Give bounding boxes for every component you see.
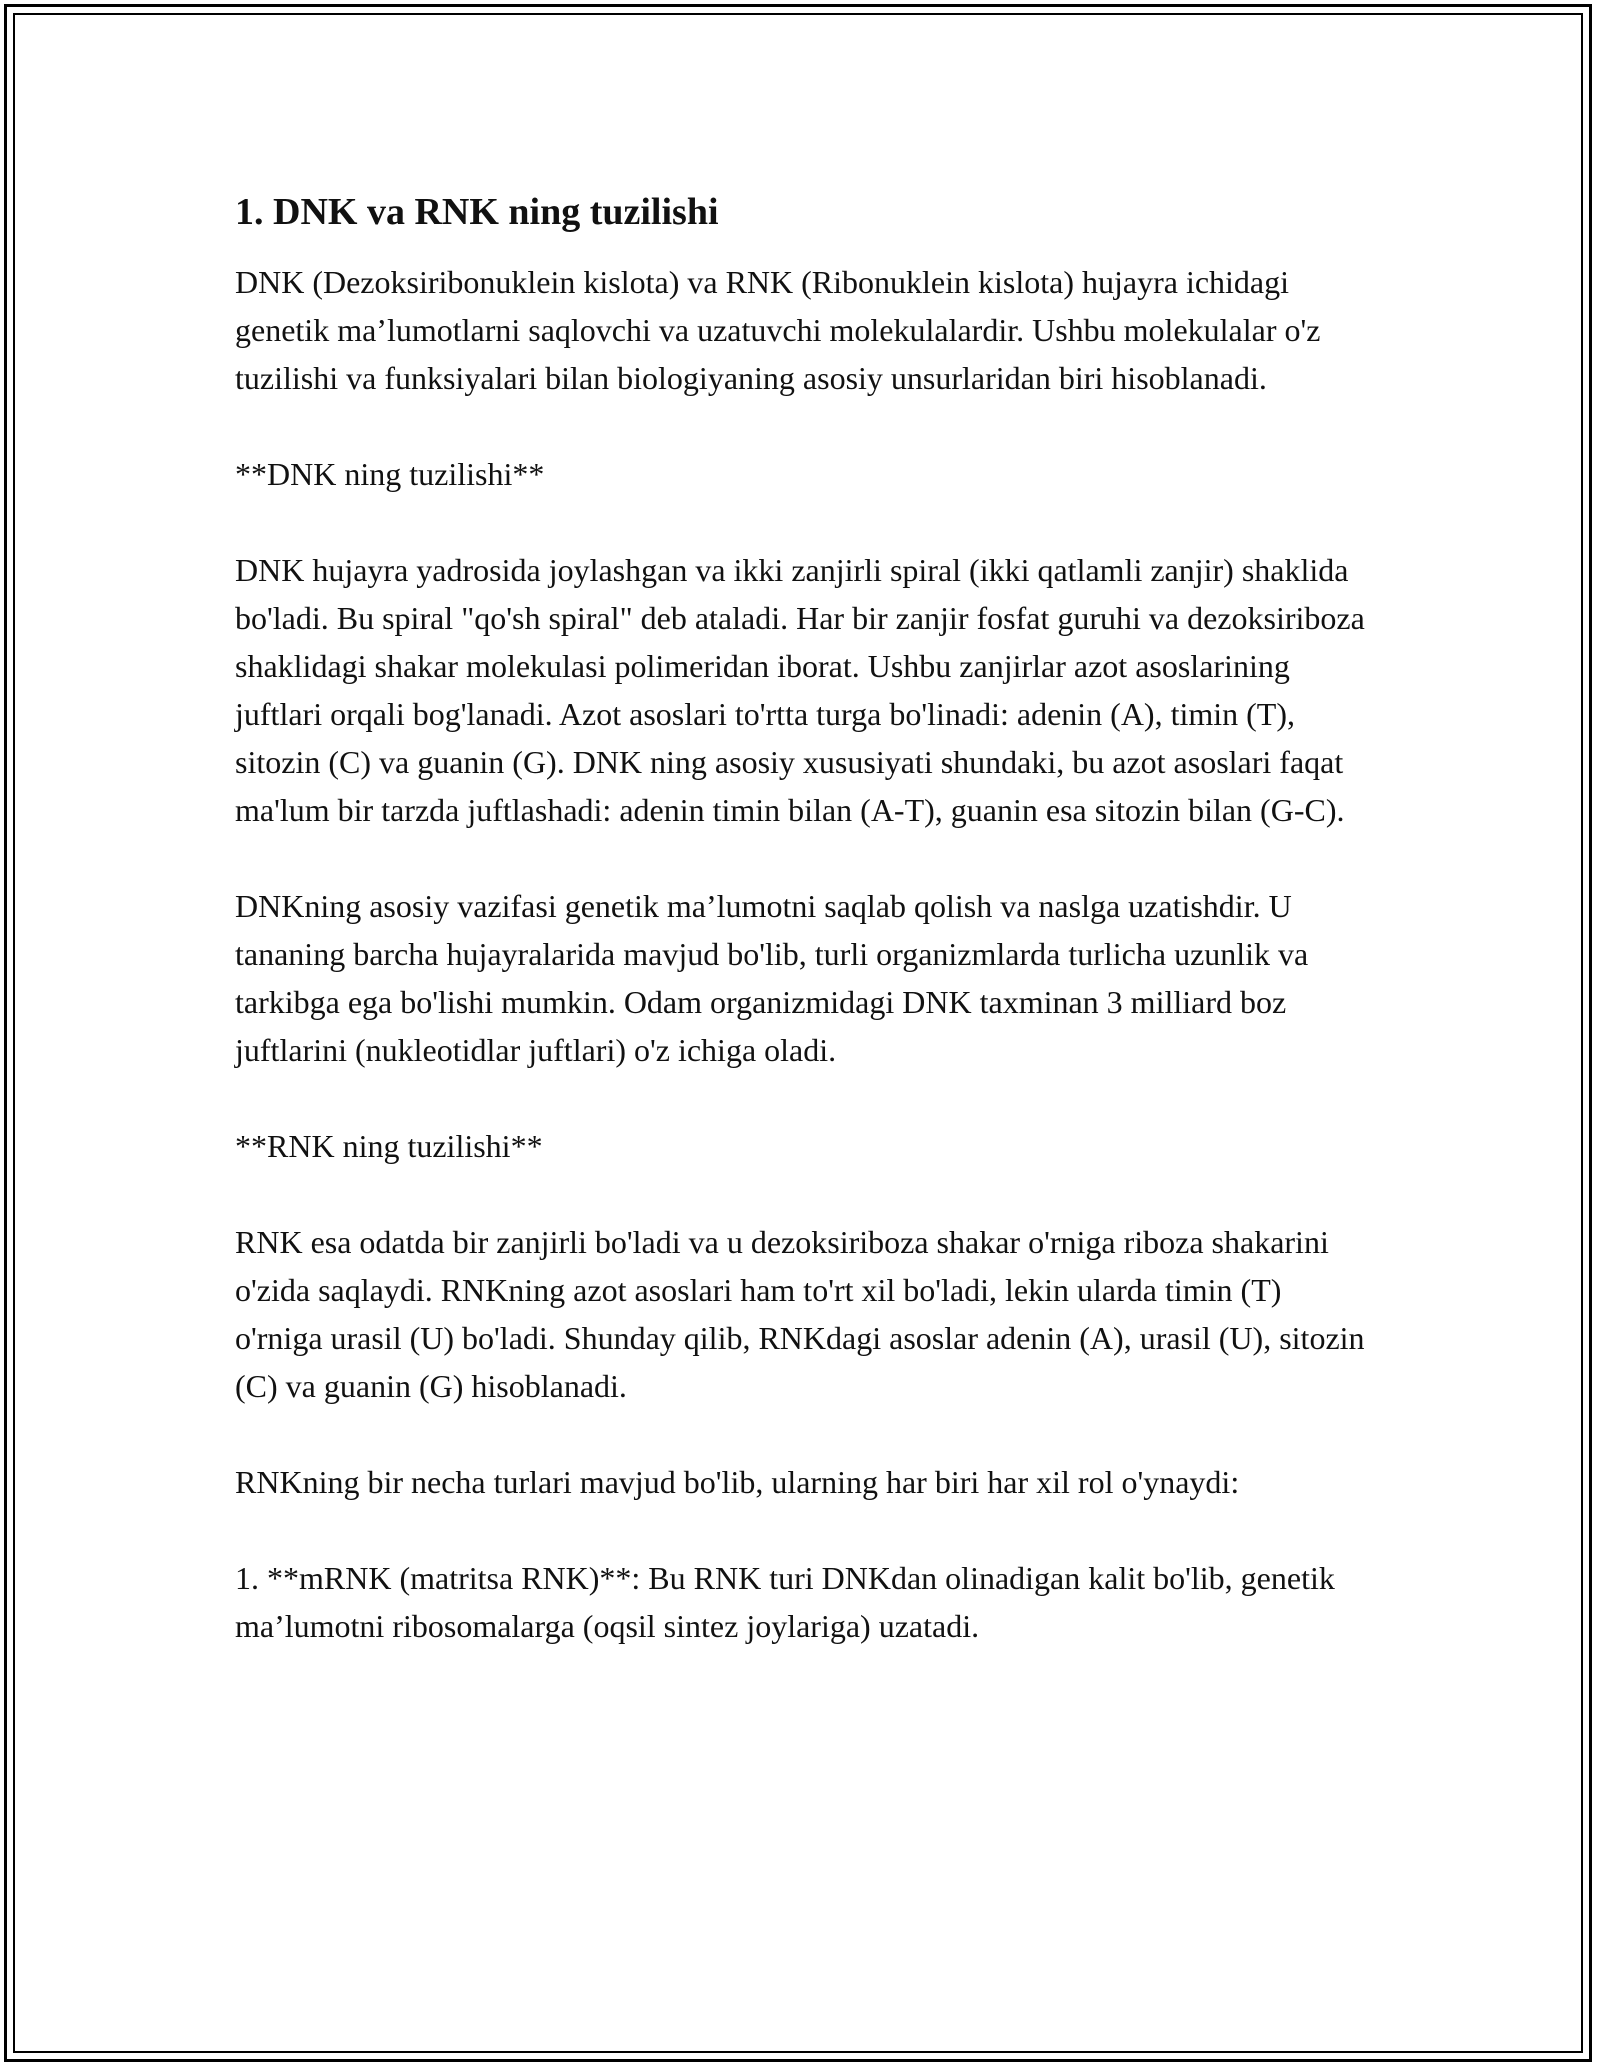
rnk-structure-paragraph: RNK esa odatda bir zanjirli bo'ladi va u dezoksiriboza shakar o'rniga riboza shakarini o'zida saqlaydi. RNKning azot asoslari ham to'rt xil bo'ladi, lekin ularda timin (T) o'rniga urasil (U) bo'ladi. Shunday qilib, RNKdagi asoslar adenin (A), urasil (U), sitozin (C) va guanin (G) hisoblanadi.	[235, 1224, 1365, 1404]
dnk-subheading: **DNK ning tuzilishi**	[235, 456, 545, 492]
dnk-function-paragraph: DNKning asosiy vazifasi genetik ma’lumotni saqlab qolish va naslga uzatishdir. U tananing barcha hujayralarida mavjud bo'lib, turli organizmlarda turlicha uzunlik va tarkibga ega bo'lishi mumkin. Odam organizmidagi DNK taxminan 3 milliard boz juftlarini (nukleotidlar juftlari) o'z ichiga oladi.	[235, 888, 1309, 1068]
section-heading: 1. DNK va RNK ning tuzilishi	[235, 191, 719, 233]
intro-paragraph: DNK (Dezoksiribonuklein kislota) va RNK (Ribonuklein kislota) hujayra ichidagi genetik ma’lumotlarni saqlovchi va uzatuvchi molekulalardir. Ushbu molekulalar o'z tuzilishi va funksiyalari bilan biologiyaning asosiy unsurlaridan biri hisoblanadi.	[235, 264, 1321, 396]
rnk-types-intro-paragraph: RNKning bir necha turlari mavjud bo'lib, ularning har biri har xil rol o'ynaydi:	[235, 1464, 1240, 1500]
document-body	[235, 188, 1365, 1698]
dnk-structure-paragraph: DNK hujayra yadrosida joylashgan va ikki zanjirli spiral (ikki qatlamli zanjir) shaklida bo'ladi. Bu spiral "qo'sh spiral" deb ataladi. Har bir zanjir fosfat guruhi va dezoksiriboza shaklidagi shakar molekulasi polimeridan iborat. Ushbu zanjirlar azot asoslarining juftlari orqali bog'lanadi. Azot asoslari to'rtta turga bo'linadi: adenin (A), timin (T), sitozin (C) va guanin (G). DNK ning asosiy xususiyati shundaki, bu azot asoslari faqat ma'lum bir tarzda juftlashadi: adenin timin bilan (A-T), guanin esa sitozin bilan (G-C).	[235, 552, 1365, 828]
list-item-mrnk: 1. **mRNK (matritsa RNK)**: Bu RNK turi DNKdan olinadigan kalit bo'lib, genetik ma’lumotni ribosomalarga (oqsil sintez joylariga) uzatadi.	[235, 1560, 1335, 1644]
rnk-subheading: **RNK ning tuzilishi**	[235, 1128, 543, 1164]
